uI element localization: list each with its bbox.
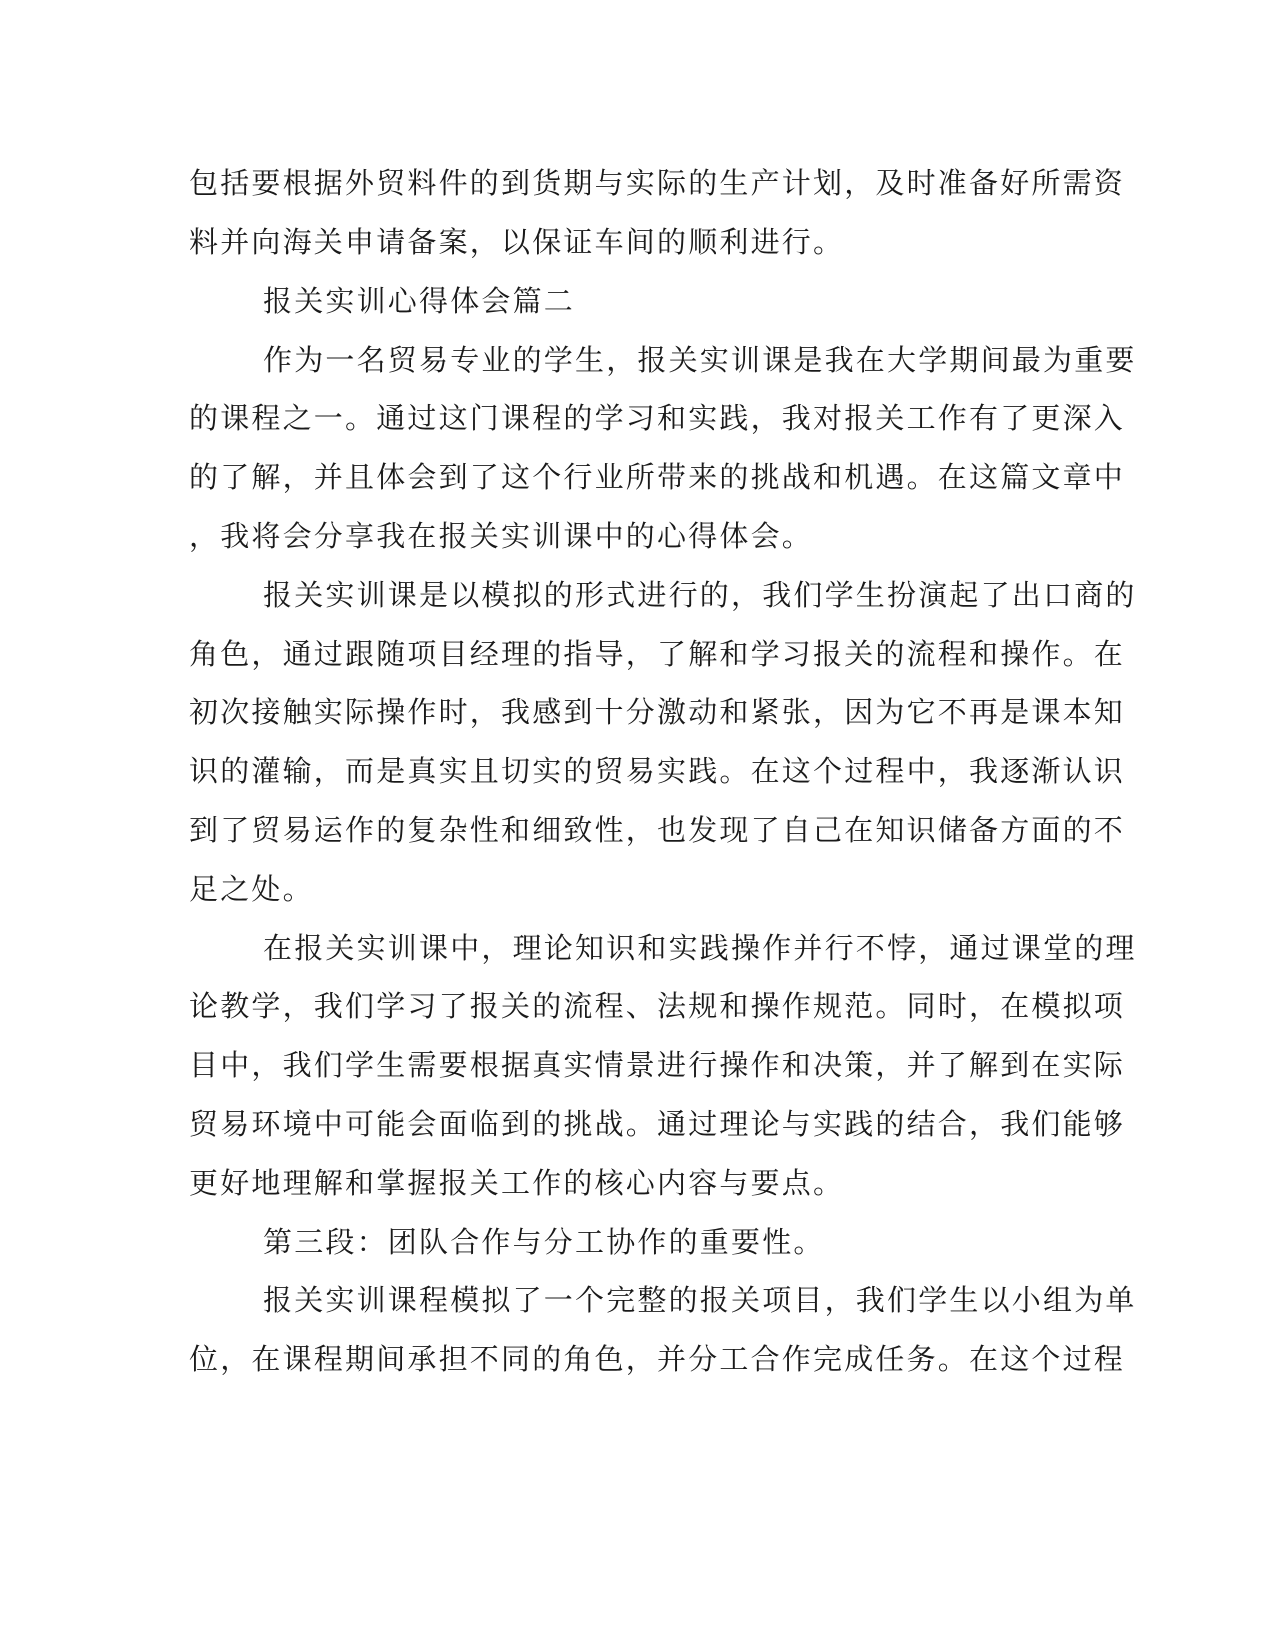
text-line: 料并向海关申请备案，以保证车间的顺利进行。 [189, 225, 845, 259]
text-line: 在报关实训课中，理论知识和实践操作并行不悖，通过课堂的理 [263, 931, 1137, 965]
text-line: 贸易环境中可能会面临到的挑战。通过理论与实践的结合，我们能够 [189, 1107, 1126, 1141]
text-line: 的了解，并且体会到了这个行业所带来的挑战和机遇。在这篇文章中 [189, 460, 1126, 494]
text-line: 目中，我们学生需要根据真实情景进行操作和决策，并了解到在实际 [189, 1048, 1126, 1082]
text-line: 报关实训课程模拟了一个完整的报关项目，我们学生以小组为单 [263, 1283, 1137, 1317]
text-line: 更好地理解和掌握报关工作的核心内容与要点。 [189, 1166, 845, 1200]
text-line: 初次接触实际操作时，我感到十分激动和紧张，因为它不再是课本知 [189, 695, 1126, 729]
text-line: 作为一名贸易专业的学生，报关实训课是我在大学期间最为重要 [263, 343, 1137, 377]
text-line: 识的灌输，而是真实且切实的贸易实践。在这个过程中，我逐渐认识 [189, 754, 1126, 788]
text-line: 位，在课程期间承担不同的角色，并分工合作完成任务。在这个过程 [189, 1342, 1126, 1376]
text-line: 角色，通过跟随项目经理的指导，了解和学习报关的流程和操作。在 [189, 637, 1126, 671]
section-heading: 第三段：团队合作与分工协作的重要性。 [263, 1225, 825, 1259]
section-heading: 报关实训心得体会篇二 [263, 284, 576, 318]
text-line: 论教学，我们学习了报关的流程、法规和操作规范。同时，在模拟项 [189, 989, 1126, 1023]
text-line: 到了贸易运作的复杂性和细致性，也发现了自己在知识储备方面的不 [189, 813, 1126, 847]
text-line: 包括要根据外贸料件的到货期与实际的生产计划，及时准备好所需资 [189, 166, 1126, 200]
text-line: ，我将会分享我在报关实训课中的心得体会。 [189, 519, 814, 553]
text-line: 的课程之一。通过这门课程的学习和实践，我对报关工作有了更深入 [189, 401, 1126, 435]
text-line: 报关实训课是以模拟的形式进行的，我们学生扮演起了出口商的 [263, 578, 1137, 612]
text-line: 足之处。 [189, 872, 314, 906]
